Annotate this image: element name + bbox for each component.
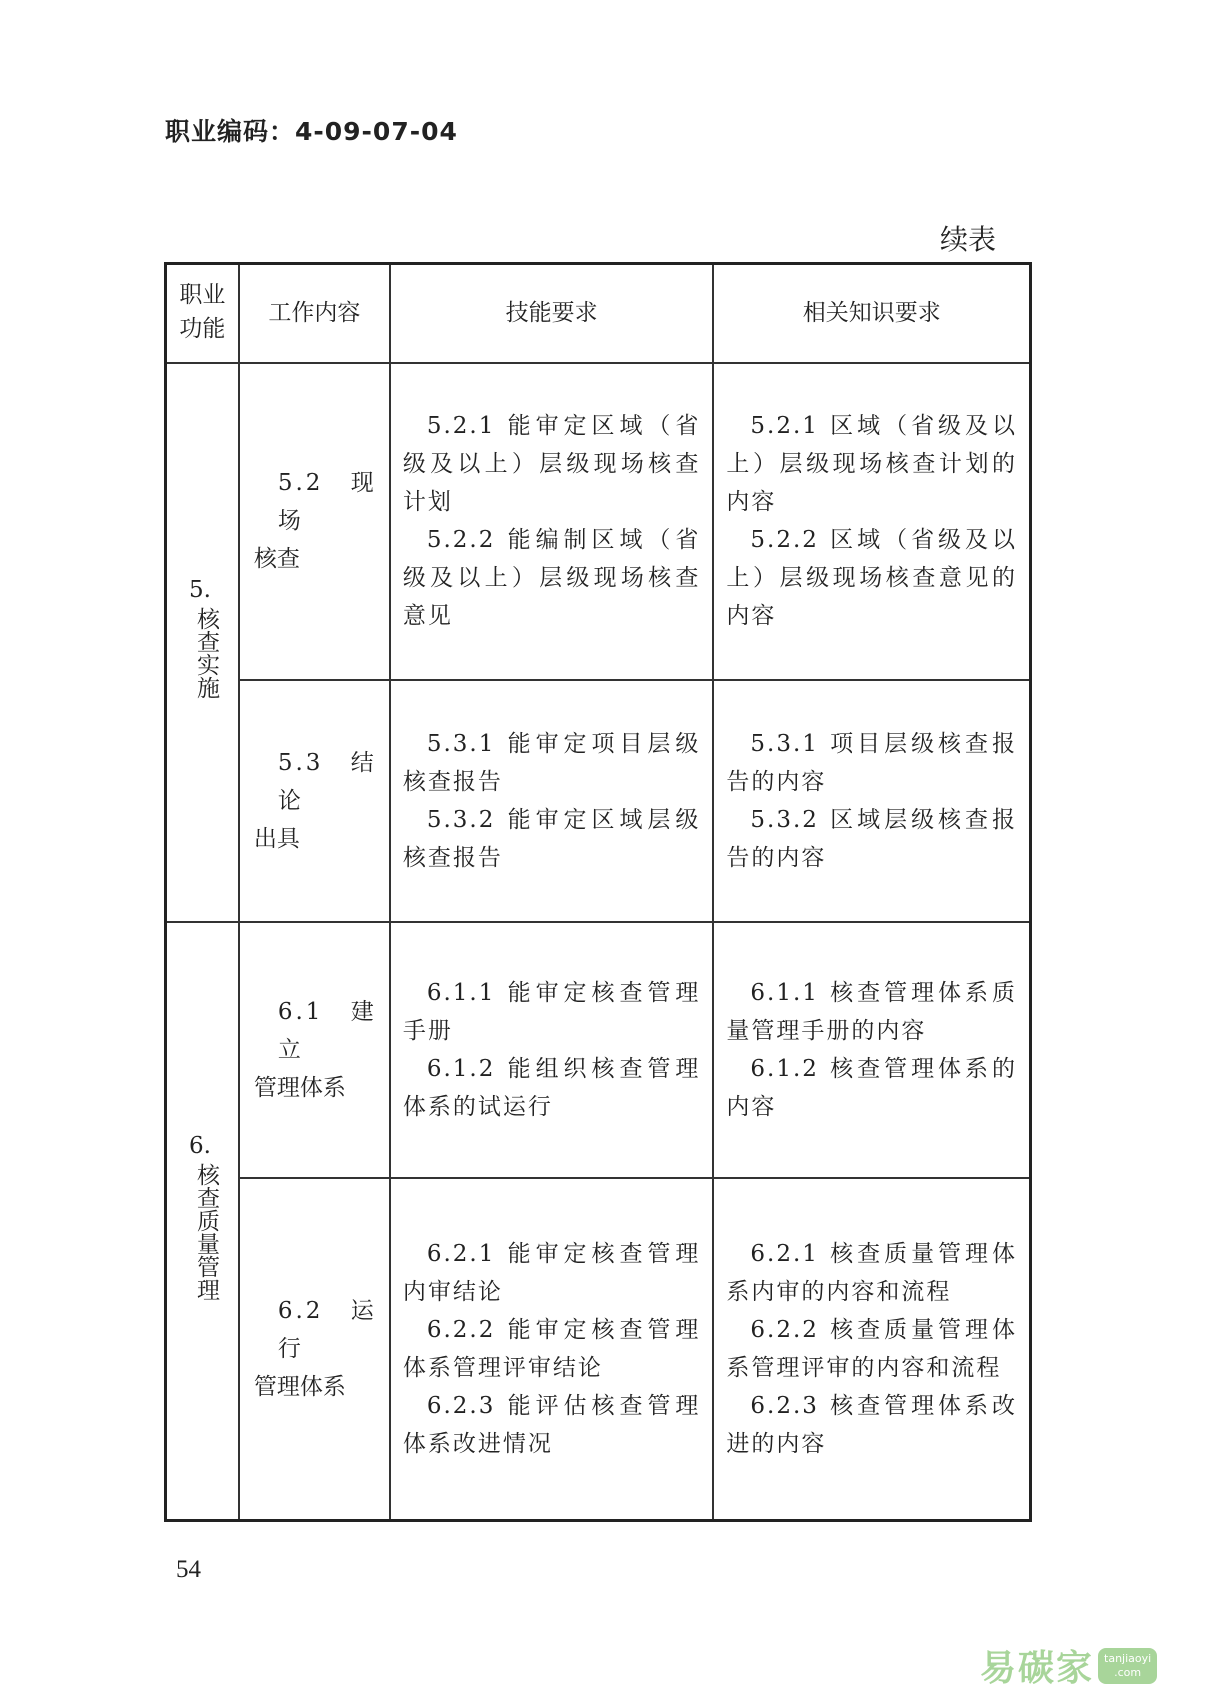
knowledge-cell [713, 363, 1030, 680]
skill-item: 6.1.1 能审定核查管理手册 [402, 980, 701, 1044]
skill-cell [390, 922, 714, 1179]
page-number: 54 [176, 1556, 201, 1583]
skill-item: 5.2.1 能审定区域（省级及以上）层级现场核查计划 [402, 413, 701, 516]
knowledge-item: 6.1.2 核查管理体系的内容 [726, 1056, 1017, 1120]
skill-item: 6.2.1 能审定核查管理内审结论 [402, 1241, 701, 1306]
function-name: 核查实施 [193, 607, 219, 700]
function-number: 6. [189, 1132, 211, 1159]
knowledge-item: 6.2.3 核查管理体系改进的内容 [726, 1393, 1017, 1458]
knowledge-item: 6.2.2 核查质量管理体系管理评审的内容和流程 [726, 1317, 1017, 1382]
skill-item: 5.3.2 能审定区域层级核查报告 [402, 806, 701, 871]
skill-item: 6.2.2 能审定核查管理体系管理评审结论 [402, 1317, 701, 1382]
skill-item: 6.2.3 能评估核查管理体系改进情况 [402, 1393, 701, 1458]
knowledge-cell [713, 922, 1030, 1179]
watermark-logo [980, 1640, 1157, 1691]
requirements-table [164, 262, 1032, 1522]
knowledge-item: 5.2.1 区域（省级及以上）层级现场核查计划的内容 [726, 413, 1017, 516]
table-row [166, 680, 1031, 922]
knowledge-cell [713, 680, 1030, 922]
function-name: 核查质量管理 [193, 1162, 219, 1301]
table-row [166, 922, 1031, 1179]
header-knowledge-req: 相关知识要求 [713, 264, 1030, 363]
table-header-row [166, 264, 1031, 363]
knowledge-item: 6.1.1 核查管理体系质量管理手册的内容 [726, 980, 1017, 1044]
table-row [166, 363, 1031, 680]
skill-item: 6.1.2 能组织核查管理体系的试运行 [402, 1056, 701, 1120]
header-work-content: 工作内容 [239, 264, 390, 363]
watermark-text: 易碳家 [980, 1648, 1095, 1689]
work-content-cell: 5.3 结论 出具 [239, 680, 390, 922]
continued-label: 续表 [940, 223, 997, 256]
skill-item: 5.2.2 能编制区域（省级及以上）层级现场核查意见 [402, 527, 701, 630]
header-skill-req: 技能要求 [390, 264, 714, 363]
knowledge-item: 5.2.2 区域（省级及以上）层级现场核查意见的内容 [726, 527, 1017, 630]
work-content-cell: 6.1 建立 管理体系 [239, 922, 390, 1179]
knowledge-item: 6.2.1 核查质量管理体系内审的内容和流程 [726, 1241, 1017, 1306]
skill-item: 5.3.1 能审定项目层级核查报告 [402, 730, 701, 795]
function-cell-6 [166, 922, 239, 1521]
function-number: 5. [189, 577, 211, 604]
knowledge-item: 5.3.1 项目层级核查报告的内容 [726, 730, 1017, 795]
occupation-code: 职业编码：4-09-07-04 [165, 117, 458, 146]
knowledge-item: 5.3.2 区域层级核查报告的内容 [726, 806, 1017, 871]
watermark-badge: tanjiaoyi .com [1098, 1648, 1157, 1684]
work-content-cell: 5.2 现场 核查 [239, 363, 390, 680]
work-content-cell: 6.2 运行 管理体系 [239, 1178, 390, 1520]
skill-cell [390, 680, 714, 922]
header-function: 职业 功能 [166, 264, 239, 363]
knowledge-cell [713, 1178, 1030, 1520]
skill-cell [390, 363, 714, 680]
function-cell-5 [166, 363, 239, 922]
skill-cell [390, 1178, 714, 1520]
table-row [166, 1178, 1031, 1520]
